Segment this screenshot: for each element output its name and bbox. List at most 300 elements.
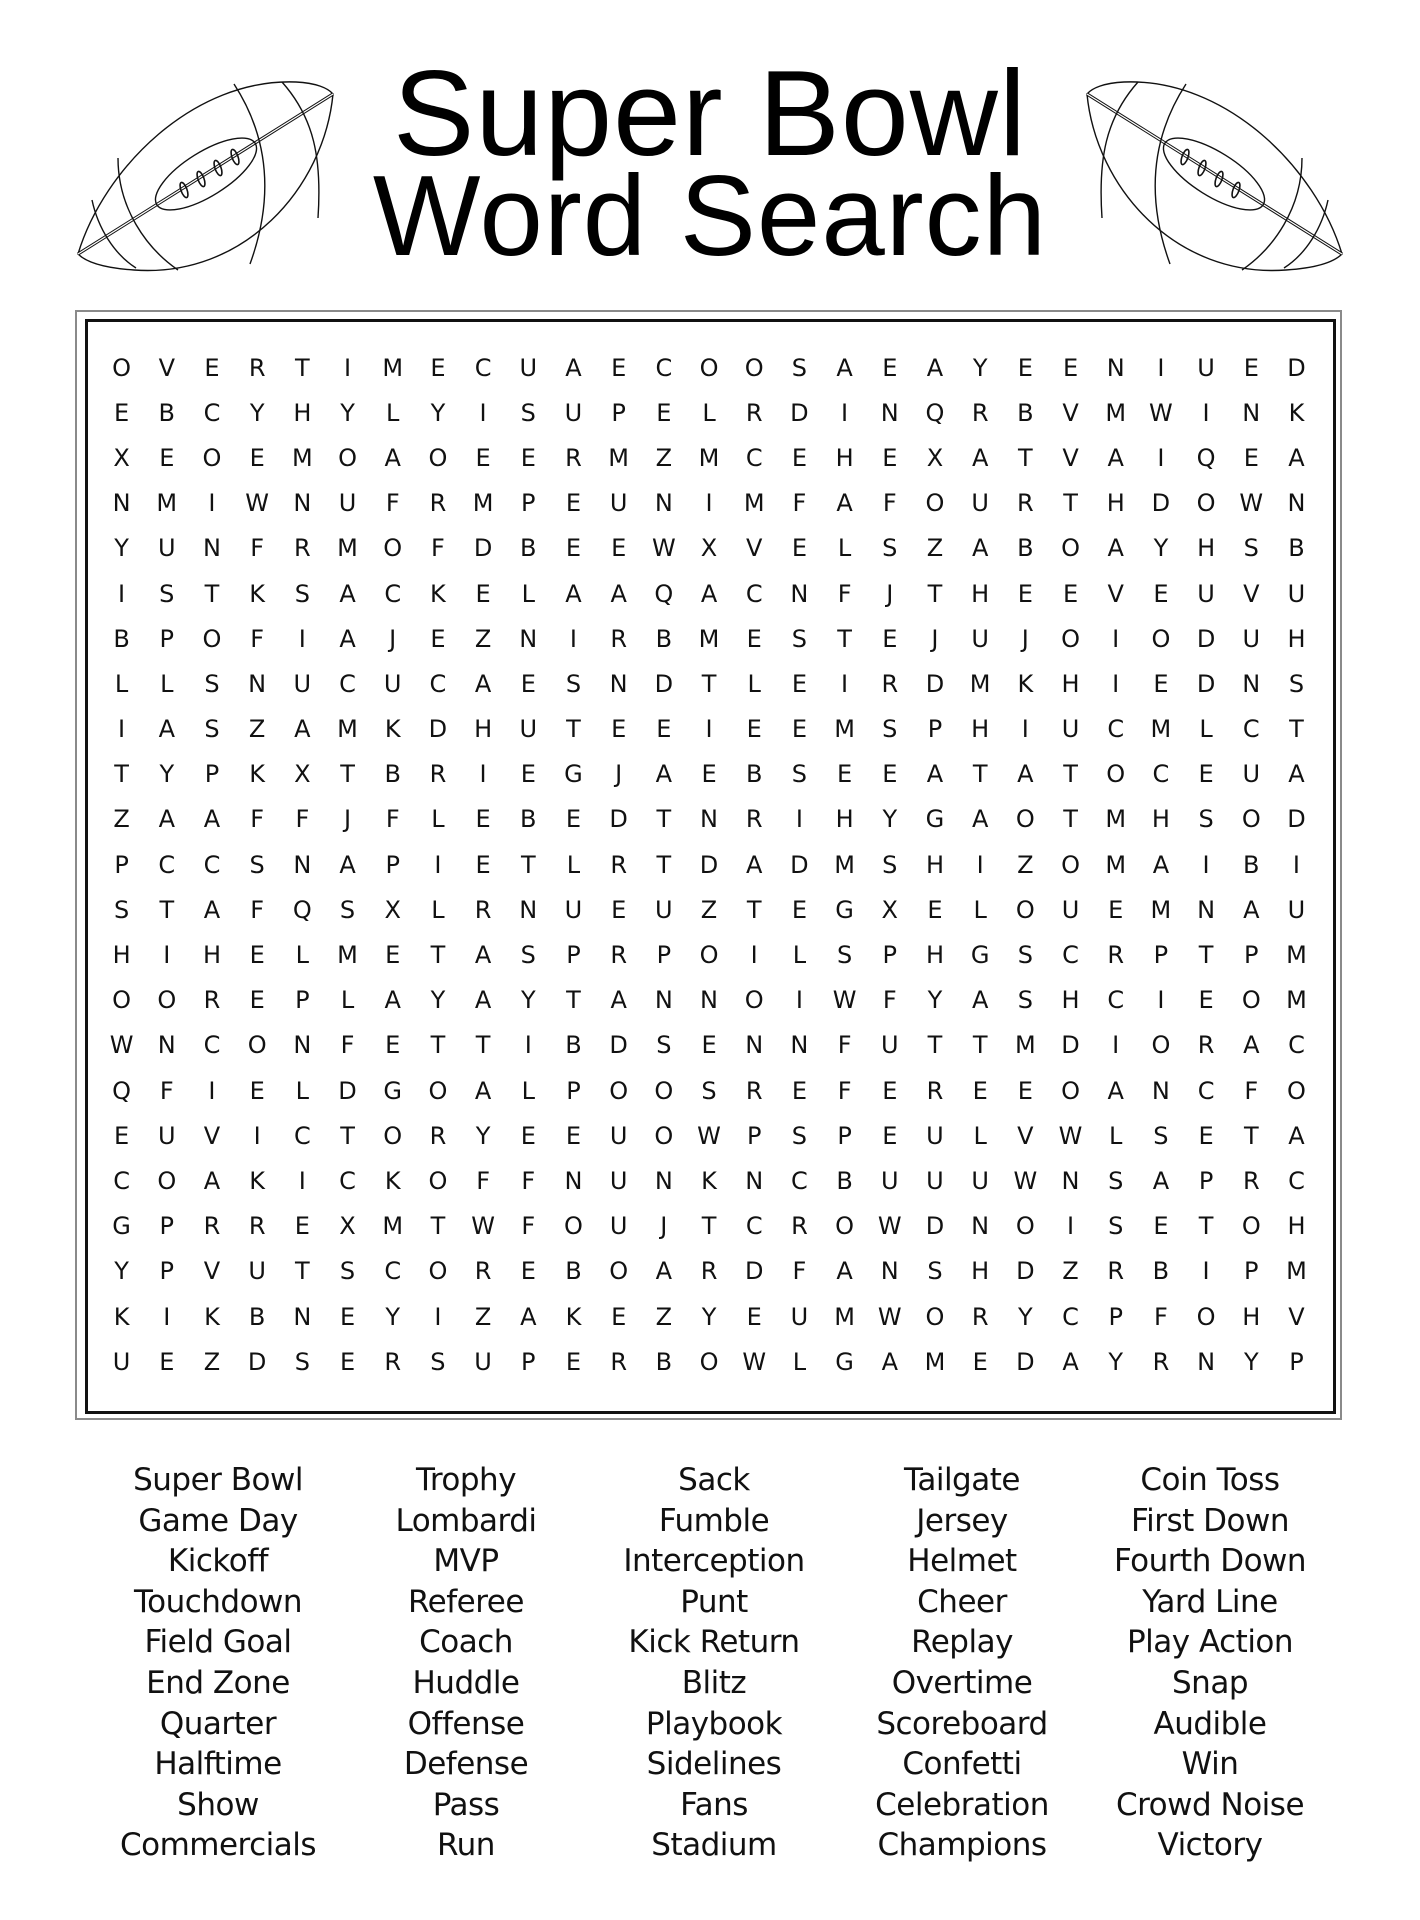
- grid-cell[interactable]: A: [655, 1257, 673, 1286]
- grid-cell[interactable]: O: [925, 489, 945, 518]
- grid-cell[interactable]: P: [656, 941, 672, 970]
- grid-cell[interactable]: R: [429, 1121, 447, 1150]
- grid-cell[interactable]: M: [291, 443, 313, 472]
- grid-cell[interactable]: I: [479, 398, 487, 427]
- grid-cell[interactable]: N: [880, 398, 899, 427]
- grid-cell[interactable]: N: [248, 669, 267, 698]
- grid-cell[interactable]: S: [1017, 986, 1033, 1015]
- grid-cell[interactable]: E: [791, 715, 807, 744]
- grid-cell[interactable]: R: [294, 534, 311, 563]
- grid-cell[interactable]: P: [1244, 1257, 1259, 1286]
- grid-cell[interactable]: J: [343, 805, 352, 834]
- grid-cell[interactable]: K: [249, 760, 266, 789]
- grid-cell[interactable]: A: [926, 353, 944, 382]
- grid-cell[interactable]: O: [1287, 1076, 1306, 1105]
- grid-cell[interactable]: M: [743, 489, 765, 518]
- grid-cell[interactable]: N: [971, 1212, 990, 1241]
- grid-cell[interactable]: S: [520, 941, 536, 970]
- grid-cell[interactable]: M: [1014, 1031, 1036, 1060]
- grid-cell[interactable]: H: [202, 941, 221, 970]
- grid-cell[interactable]: T: [1243, 1121, 1259, 1150]
- grid-cell[interactable]: A: [339, 850, 356, 879]
- grid-cell[interactable]: H: [112, 941, 131, 970]
- grid-cell[interactable]: D: [609, 805, 628, 834]
- grid-cell[interactable]: N: [1242, 669, 1261, 698]
- grid-cell[interactable]: O: [428, 1076, 448, 1105]
- grid-cell[interactable]: I: [841, 669, 849, 698]
- grid-cell[interactable]: Z: [655, 1302, 673, 1331]
- grid-cell[interactable]: T: [340, 760, 355, 789]
- grid-cell[interactable]: L: [160, 669, 174, 698]
- grid-cell[interactable]: S: [791, 624, 808, 653]
- grid-cell[interactable]: A: [926, 760, 944, 789]
- grid-cell[interactable]: E: [1243, 443, 1259, 472]
- grid-cell[interactable]: L: [521, 1076, 535, 1105]
- grid-cell[interactable]: N: [519, 624, 538, 653]
- grid-cell[interactable]: O: [609, 1076, 629, 1105]
- grid-cell[interactable]: M: [969, 669, 991, 698]
- grid-cell[interactable]: C: [203, 850, 221, 879]
- grid-cell[interactable]: D: [1196, 624, 1216, 653]
- grid-cell[interactable]: B: [1017, 534, 1034, 563]
- grid-cell[interactable]: T: [1018, 443, 1033, 472]
- grid-cell[interactable]: E: [791, 1076, 807, 1105]
- grid-cell[interactable]: Q: [292, 895, 312, 924]
- grid-cell[interactable]: O: [744, 353, 764, 382]
- grid-cell[interactable]: X: [700, 534, 718, 563]
- grid-cell[interactable]: O: [925, 1302, 945, 1331]
- grid-cell[interactable]: Z: [474, 1302, 492, 1331]
- grid-cell[interactable]: R: [1197, 1031, 1215, 1060]
- grid-cell[interactable]: E: [791, 669, 807, 698]
- grid-cell[interactable]: K: [701, 1166, 717, 1195]
- grid-cell[interactable]: A: [1288, 760, 1305, 789]
- grid-cell[interactable]: B: [158, 398, 176, 427]
- grid-cell[interactable]: L: [114, 669, 129, 698]
- grid-cell[interactable]: X: [294, 760, 311, 789]
- grid-cell[interactable]: D: [925, 1212, 945, 1241]
- grid-cell[interactable]: I: [705, 489, 713, 518]
- grid-cell[interactable]: Y: [972, 353, 988, 382]
- grid-cell[interactable]: R: [1242, 1166, 1260, 1195]
- grid-cell[interactable]: E: [294, 1212, 310, 1241]
- grid-cell[interactable]: B: [1243, 850, 1260, 879]
- grid-cell[interactable]: O: [744, 986, 764, 1015]
- grid-cell[interactable]: E: [1017, 353, 1033, 382]
- grid-cell[interactable]: S: [430, 1347, 446, 1376]
- grid-cell[interactable]: R: [474, 895, 492, 924]
- grid-cell[interactable]: A: [971, 443, 989, 472]
- grid-cell[interactable]: C: [384, 1257, 402, 1286]
- grid-cell[interactable]: T: [1198, 1212, 1214, 1241]
- grid-cell[interactable]: P: [611, 398, 626, 427]
- grid-cell[interactable]: M: [337, 715, 358, 744]
- grid-cell[interactable]: M: [1286, 941, 1307, 970]
- grid-cell[interactable]: T: [1063, 760, 1078, 789]
- grid-cell[interactable]: S: [791, 760, 808, 789]
- grid-cell[interactable]: E: [746, 715, 762, 744]
- grid-cell[interactable]: U: [1061, 715, 1080, 744]
- grid-cell[interactable]: B: [1288, 534, 1305, 563]
- grid-cell[interactable]: S: [565, 669, 582, 698]
- grid-cell[interactable]: F: [837, 579, 852, 608]
- grid-cell[interactable]: D: [1151, 489, 1171, 518]
- grid-cell[interactable]: R: [248, 1212, 266, 1241]
- grid-cell[interactable]: T: [701, 1212, 717, 1241]
- grid-cell[interactable]: L: [431, 895, 445, 924]
- grid-cell[interactable]: M: [924, 1347, 946, 1376]
- grid-cell[interactable]: B: [565, 1031, 582, 1060]
- grid-cell[interactable]: E: [385, 1031, 401, 1060]
- grid-cell[interactable]: W: [832, 986, 857, 1015]
- grid-cell[interactable]: N: [700, 805, 718, 834]
- grid-cell[interactable]: I: [118, 579, 126, 608]
- grid-cell[interactable]: P: [1198, 1166, 1214, 1195]
- grid-cell[interactable]: E: [701, 1031, 717, 1060]
- grid-cell[interactable]: Q: [654, 579, 674, 608]
- grid-cell[interactable]: V: [1062, 443, 1079, 472]
- grid-cell[interactable]: I: [1157, 986, 1165, 1015]
- grid-cell[interactable]: S: [1108, 1166, 1124, 1195]
- grid-cell[interactable]: S: [159, 579, 175, 608]
- grid-cell[interactable]: M: [382, 1212, 404, 1241]
- grid-cell[interactable]: O: [1015, 895, 1035, 924]
- grid-cell[interactable]: R: [384, 1347, 402, 1376]
- grid-cell[interactable]: Y: [249, 398, 265, 427]
- grid-cell[interactable]: L: [566, 850, 581, 879]
- grid-cell[interactable]: A: [971, 534, 989, 563]
- grid-cell[interactable]: U: [926, 1121, 944, 1150]
- grid-cell[interactable]: L: [1199, 715, 1213, 744]
- grid-cell[interactable]: Y: [475, 1121, 491, 1150]
- grid-cell[interactable]: D: [473, 534, 493, 563]
- grid-cell[interactable]: O: [202, 624, 222, 653]
- grid-cell[interactable]: C: [1288, 1031, 1305, 1060]
- grid-cell[interactable]: H: [293, 398, 312, 427]
- grid-cell[interactable]: L: [837, 534, 852, 563]
- grid-cell[interactable]: A: [1062, 1347, 1079, 1376]
- grid-cell[interactable]: C: [655, 353, 673, 382]
- grid-cell[interactable]: F: [250, 895, 265, 924]
- grid-cell[interactable]: I: [1292, 850, 1300, 879]
- grid-cell[interactable]: L: [1109, 1121, 1123, 1150]
- grid-cell[interactable]: H: [1151, 805, 1170, 834]
- grid-cell[interactable]: V: [1243, 579, 1260, 608]
- grid-cell[interactable]: R: [610, 941, 627, 970]
- grid-cell[interactable]: I: [841, 398, 849, 427]
- grid-cell[interactable]: O: [157, 986, 177, 1015]
- grid-cell[interactable]: R: [745, 398, 763, 427]
- grid-cell[interactable]: M: [472, 489, 494, 518]
- grid-cell[interactable]: D: [609, 1031, 628, 1060]
- grid-cell[interactable]: W: [109, 1031, 134, 1060]
- grid-cell[interactable]: K: [384, 715, 401, 744]
- grid-cell[interactable]: M: [698, 443, 720, 472]
- grid-cell[interactable]: U: [609, 1121, 628, 1150]
- grid-cell[interactable]: L: [521, 579, 535, 608]
- grid-cell[interactable]: O: [1015, 1212, 1035, 1241]
- grid-cell[interactable]: Y: [927, 986, 943, 1015]
- grid-cell[interactable]: H: [474, 715, 493, 744]
- grid-cell[interactable]: N: [1061, 1166, 1080, 1195]
- grid-cell[interactable]: H: [1287, 624, 1306, 653]
- grid-cell[interactable]: O: [1061, 1076, 1080, 1105]
- grid-cell[interactable]: C: [1242, 715, 1260, 744]
- grid-cell[interactable]: R: [1107, 941, 1125, 970]
- grid-cell[interactable]: V: [203, 1121, 221, 1150]
- grid-cell[interactable]: B: [248, 1302, 266, 1331]
- grid-cell[interactable]: Y: [114, 1257, 129, 1286]
- grid-cell[interactable]: R: [1017, 489, 1034, 518]
- grid-cell[interactable]: U: [880, 1031, 899, 1060]
- grid-cell[interactable]: E: [746, 624, 762, 653]
- grid-cell[interactable]: C: [339, 669, 356, 698]
- grid-cell[interactable]: F: [882, 489, 897, 518]
- grid-cell[interactable]: L: [295, 1076, 310, 1105]
- grid-cell[interactable]: O: [1241, 1212, 1261, 1241]
- grid-cell[interactable]: R: [429, 489, 447, 518]
- grid-cell[interactable]: M: [834, 850, 855, 879]
- grid-cell[interactable]: S: [1288, 669, 1305, 698]
- grid-cell[interactable]: O: [1151, 624, 1171, 653]
- grid-cell[interactable]: B: [1152, 1257, 1170, 1286]
- grid-cell[interactable]: C: [1062, 941, 1079, 970]
- grid-cell[interactable]: P: [882, 941, 898, 970]
- grid-cell[interactable]: O: [428, 1166, 448, 1195]
- grid-cell[interactable]: T: [340, 1121, 355, 1150]
- grid-cell[interactable]: F: [385, 805, 400, 834]
- grid-cell[interactable]: V: [1017, 1121, 1034, 1150]
- grid-cell[interactable]: P: [927, 715, 943, 744]
- grid-cell[interactable]: D: [428, 715, 448, 744]
- grid-cell[interactable]: I: [1112, 624, 1120, 653]
- grid-cell[interactable]: C: [791, 1166, 808, 1195]
- grid-cell[interactable]: O: [1015, 805, 1035, 834]
- grid-cell[interactable]: A: [384, 443, 401, 472]
- grid-cell[interactable]: G: [835, 1347, 854, 1376]
- grid-cell[interactable]: O: [1061, 624, 1080, 653]
- grid-cell[interactable]: I: [1112, 669, 1120, 698]
- grid-cell[interactable]: U: [609, 489, 628, 518]
- grid-cell[interactable]: S: [1153, 1121, 1169, 1150]
- grid-cell[interactable]: A: [1152, 1166, 1170, 1195]
- grid-cell[interactable]: G: [112, 1212, 131, 1241]
- grid-cell[interactable]: N: [790, 1031, 809, 1060]
- grid-cell[interactable]: F: [1244, 1076, 1259, 1105]
- grid-cell[interactable]: O: [383, 534, 403, 563]
- grid-cell[interactable]: D: [1016, 1257, 1035, 1286]
- grid-cell[interactable]: N: [1197, 1347, 1216, 1376]
- grid-cell[interactable]: N: [609, 669, 628, 698]
- grid-cell[interactable]: L: [702, 398, 716, 427]
- grid-cell[interactable]: B: [745, 760, 763, 789]
- grid-cell[interactable]: S: [339, 1257, 356, 1286]
- grid-cell[interactable]: K: [565, 1302, 582, 1331]
- grid-cell[interactable]: W: [697, 1121, 721, 1150]
- grid-cell[interactable]: T: [701, 669, 717, 698]
- grid-cell[interactable]: P: [159, 1212, 175, 1241]
- grid-cell[interactable]: V: [158, 353, 175, 382]
- grid-cell[interactable]: E: [972, 1347, 988, 1376]
- grid-cell[interactable]: Y: [882, 805, 898, 834]
- grid-cell[interactable]: O: [1106, 760, 1126, 789]
- grid-cell[interactable]: M: [608, 443, 630, 472]
- grid-cell[interactable]: R: [700, 1257, 718, 1286]
- grid-cell[interactable]: C: [745, 1212, 763, 1241]
- grid-cell[interactable]: N: [293, 850, 312, 879]
- grid-cell[interactable]: Q: [112, 1076, 132, 1105]
- grid-cell[interactable]: C: [474, 353, 492, 382]
- grid-cell[interactable]: U: [474, 1347, 492, 1376]
- grid-cell[interactable]: O: [699, 941, 719, 970]
- grid-cell[interactable]: I: [1112, 1031, 1120, 1060]
- grid-cell[interactable]: U: [157, 534, 176, 563]
- grid-cell[interactable]: L: [973, 895, 987, 924]
- grid-cell[interactable]: R: [791, 1212, 808, 1241]
- grid-cell[interactable]: N: [564, 1166, 583, 1195]
- grid-cell[interactable]: T: [1289, 715, 1304, 744]
- grid-cell[interactable]: T: [1198, 941, 1214, 970]
- grid-cell[interactable]: H: [1061, 986, 1080, 1015]
- grid-cell[interactable]: A: [203, 1166, 221, 1195]
- grid-cell[interactable]: E: [1017, 579, 1033, 608]
- grid-cell[interactable]: U: [248, 1257, 266, 1286]
- grid-cell[interactable]: E: [565, 1121, 582, 1150]
- grid-cell[interactable]: R: [971, 1302, 989, 1331]
- grid-cell[interactable]: E: [611, 1302, 627, 1331]
- grid-cell[interactable]: V: [1107, 579, 1124, 608]
- grid-cell[interactable]: Z: [926, 534, 944, 563]
- grid-cell[interactable]: O: [112, 986, 132, 1015]
- grid-cell[interactable]: U: [609, 1166, 628, 1195]
- grid-cell[interactable]: E: [972, 1076, 988, 1105]
- grid-cell[interactable]: V: [1062, 398, 1079, 427]
- grid-cell[interactable]: N: [293, 1031, 312, 1060]
- grid-cell[interactable]: R: [881, 669, 899, 698]
- grid-cell[interactable]: H: [1242, 1302, 1261, 1331]
- grid-cell[interactable]: M: [156, 489, 178, 518]
- grid-cell[interactable]: H: [1197, 534, 1216, 563]
- grid-cell[interactable]: U: [293, 669, 312, 698]
- grid-cell[interactable]: W: [742, 1347, 767, 1376]
- grid-cell[interactable]: I: [343, 353, 352, 382]
- grid-cell[interactable]: O: [157, 1166, 177, 1195]
- grid-cell[interactable]: S: [836, 941, 853, 970]
- grid-cell[interactable]: N: [293, 489, 312, 518]
- grid-cell[interactable]: N: [654, 986, 673, 1015]
- grid-cell[interactable]: E: [791, 443, 807, 472]
- grid-cell[interactable]: N: [519, 895, 538, 924]
- grid-cell[interactable]: T: [430, 1031, 446, 1060]
- grid-cell[interactable]: F: [250, 534, 265, 563]
- grid-cell[interactable]: E: [611, 715, 627, 744]
- grid-cell[interactable]: O: [835, 1212, 855, 1241]
- grid-cell[interactable]: T: [295, 353, 310, 382]
- grid-cell[interactable]: I: [750, 941, 758, 970]
- grid-cell[interactable]: O: [1196, 1302, 1216, 1331]
- grid-cell[interactable]: C: [113, 1166, 130, 1195]
- grid-cell[interactable]: T: [1063, 805, 1078, 834]
- grid-cell[interactable]: M: [337, 534, 358, 563]
- grid-cell[interactable]: I: [298, 624, 306, 653]
- grid-cell[interactable]: U: [564, 895, 583, 924]
- grid-cell[interactable]: D: [1196, 669, 1216, 698]
- grid-cell[interactable]: A: [565, 353, 582, 382]
- grid-cell[interactable]: W: [877, 1212, 902, 1241]
- grid-cell[interactable]: P: [295, 986, 310, 1015]
- grid-cell[interactable]: I: [163, 941, 171, 970]
- grid-cell[interactable]: I: [795, 805, 803, 834]
- grid-cell[interactable]: E: [249, 986, 265, 1015]
- grid-cell[interactable]: A: [610, 579, 627, 608]
- grid-cell[interactable]: T: [430, 941, 446, 970]
- grid-cell[interactable]: P: [837, 1121, 852, 1150]
- grid-cell[interactable]: F: [837, 1031, 852, 1060]
- grid-cell[interactable]: E: [475, 850, 491, 879]
- grid-cell[interactable]: T: [972, 1031, 988, 1060]
- grid-cell[interactable]: K: [430, 579, 446, 608]
- grid-cell[interactable]: G: [564, 760, 583, 789]
- grid-cell[interactable]: E: [611, 895, 627, 924]
- grid-cell[interactable]: O: [654, 1121, 674, 1150]
- grid-cell[interactable]: A: [474, 1076, 492, 1105]
- grid-cell[interactable]: R: [203, 986, 221, 1015]
- grid-cell[interactable]: O: [383, 1121, 403, 1150]
- grid-cell[interactable]: O: [112, 353, 132, 382]
- grid-cell[interactable]: E: [882, 443, 898, 472]
- grid-cell[interactable]: S: [204, 669, 220, 698]
- grid-cell[interactable]: U: [383, 669, 402, 698]
- grid-cell[interactable]: H: [925, 941, 944, 970]
- grid-cell[interactable]: U: [1242, 624, 1261, 653]
- grid-cell[interactable]: S: [927, 1257, 943, 1286]
- grid-cell[interactable]: E: [1062, 579, 1079, 608]
- grid-cell[interactable]: U: [157, 1121, 176, 1150]
- grid-cell[interactable]: E: [1198, 986, 1214, 1015]
- grid-cell[interactable]: N: [700, 986, 718, 1015]
- grid-cell[interactable]: O: [564, 1212, 583, 1241]
- grid-cell[interactable]: I: [569, 624, 577, 653]
- grid-cell[interactable]: I: [1066, 1212, 1075, 1241]
- grid-cell[interactable]: E: [520, 669, 536, 698]
- grid-cell[interactable]: V: [203, 1257, 221, 1286]
- grid-cell[interactable]: O: [654, 1076, 674, 1105]
- grid-cell[interactable]: T: [114, 760, 129, 789]
- grid-cell[interactable]: S: [1198, 805, 1214, 834]
- grid-cell[interactable]: E: [159, 1347, 175, 1376]
- grid-cell[interactable]: H: [835, 805, 854, 834]
- grid-cell[interactable]: I: [976, 850, 984, 879]
- grid-cell[interactable]: L: [747, 669, 761, 698]
- grid-cell[interactable]: O: [338, 443, 357, 472]
- grid-cell[interactable]: Z: [474, 624, 492, 653]
- grid-cell[interactable]: U: [971, 624, 989, 653]
- grid-cell[interactable]: A: [203, 805, 221, 834]
- grid-cell[interactable]: E: [249, 443, 265, 472]
- grid-cell[interactable]: T: [656, 850, 672, 879]
- grid-cell[interactable]: U: [1287, 895, 1306, 924]
- grid-cell[interactable]: F: [340, 1031, 355, 1060]
- grid-cell[interactable]: I: [434, 1302, 442, 1331]
- grid-cell[interactable]: F: [792, 489, 807, 518]
- grid-cell[interactable]: A: [474, 986, 492, 1015]
- grid-cell[interactable]: R: [1152, 1347, 1170, 1376]
- grid-cell[interactable]: O: [428, 1257, 448, 1286]
- grid-cell[interactable]: P: [1153, 941, 1169, 970]
- grid-cell[interactable]: M: [1105, 805, 1127, 834]
- grid-cell[interactable]: F: [250, 624, 265, 653]
- grid-cell[interactable]: R: [565, 443, 582, 472]
